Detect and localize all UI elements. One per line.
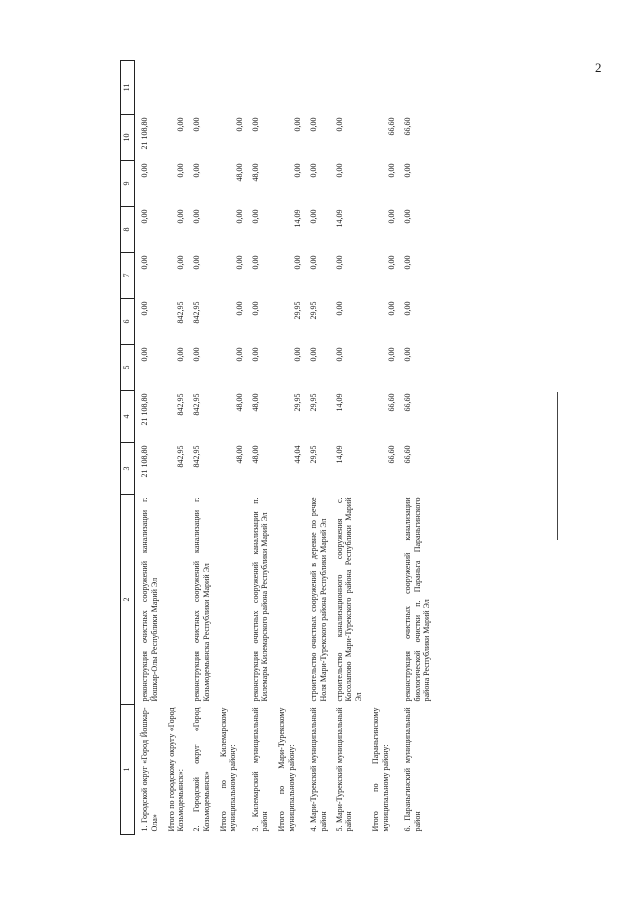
value-cell: 0,00 (140, 163, 149, 178)
value-cell: 21 108,80 (140, 117, 149, 150)
header-cell: 10 (121, 115, 135, 161)
value-cell: 48,00 (234, 393, 244, 412)
value-cell: 0,00 (140, 301, 149, 316)
value-cell: 842,95 (192, 445, 201, 468)
value-cell: 66,60 (387, 117, 396, 136)
territory-cell: Итого по Килемарскому муниципальному району: (218, 707, 238, 832)
value-cell: 842,95 (192, 393, 201, 416)
value-cell: 842,95 (192, 301, 201, 324)
value-cell: 48,00 (234, 163, 244, 182)
value-cell: 842,95 (176, 445, 186, 468)
total-row (365, 61, 398, 835)
value-cell: 21 108,80 (140, 445, 149, 478)
value-cell: 0,00 (176, 117, 186, 132)
value-cell: 48,00 (250, 445, 260, 464)
territory-cell: 3. Килемарский муниципальный район (250, 707, 270, 832)
value-cell: 0,00 (234, 347, 244, 362)
value-cell: 14,09 (334, 393, 344, 412)
value-cell: 14,09 (293, 209, 303, 228)
value-cell: 0,00 (250, 347, 260, 362)
object-cell (213, 495, 246, 705)
value-cell: 0,00 (293, 117, 303, 132)
value-cell: 0,00 (334, 117, 344, 132)
value-cell: 0,00 (250, 117, 260, 132)
territory-cell: 2. Городской округ «Город Козьмодемьянск» (192, 707, 211, 832)
value-cell: 0,00 (309, 209, 318, 224)
value-cell: 29,95 (293, 301, 303, 320)
value-cell: 0,00 (140, 347, 149, 362)
value-cell: 66,60 (402, 393, 412, 412)
territory-cell: Итого по Параньгинскому муниципальному району: (370, 707, 390, 832)
object-cell (161, 495, 188, 705)
value-cell: 0,00 (387, 163, 396, 178)
table-row (246, 61, 272, 835)
table-row (330, 61, 365, 835)
value-cell: 66,60 (387, 393, 396, 412)
object-cell: реконструкция очистных сооружений канализации г. Козьмодемьянска Республики Марий Эл (192, 497, 211, 702)
header-cell: 11 (121, 61, 135, 115)
value-cell: 0,00 (192, 255, 201, 270)
value-cell: 0,00 (192, 209, 201, 224)
total-row (161, 61, 188, 835)
value-cell: 0,00 (140, 209, 149, 224)
total-row (271, 61, 304, 835)
value-cell: 0,00 (234, 301, 244, 316)
value-cell: 0,00 (402, 301, 412, 316)
value-cell: 0,00 (387, 347, 396, 362)
value-cell: 0,00 (140, 255, 149, 270)
value-cell: 29,95 (293, 393, 303, 412)
object-cell: реконструкция очистных сооружений канализации биологической очистки п. Параньга Параньгинского района Республики Марий Эл (402, 497, 432, 702)
header-cell: 1 (121, 705, 135, 835)
header-row (121, 61, 135, 835)
header-cell: 2 (121, 495, 135, 705)
total-row (213, 61, 246, 835)
table-row (187, 61, 213, 835)
value-cell: 14,09 (334, 445, 344, 464)
value-cell: 0,00 (334, 301, 344, 316)
value-cell: 0,00 (293, 347, 303, 362)
value-cell: 66,60 (402, 445, 412, 464)
header-cell: 9 (121, 161, 135, 207)
value-cell: 48,00 (250, 393, 260, 412)
value-cell: 0,00 (402, 163, 412, 178)
territory-cell: Итого по городскому округу «Город Козьмодемьянск»: (166, 707, 186, 832)
value-cell: 0,00 (293, 163, 303, 178)
value-cell: 0,00 (192, 347, 201, 362)
value-cell: 21 108,80 (140, 393, 149, 426)
value-cell: 0,00 (387, 255, 396, 270)
value-cell: 0,00 (176, 255, 186, 270)
value-cell: 29,95 (309, 301, 318, 320)
value-cell: 0,00 (250, 301, 260, 316)
value-cell: 842,95 (176, 393, 186, 416)
object-cell (271, 495, 304, 705)
table-row (135, 61, 161, 835)
object-cell (365, 495, 398, 705)
header-cell: 7 (121, 253, 135, 299)
value-cell: 0,00 (334, 255, 344, 270)
value-cell: 14,09 (334, 209, 344, 228)
value-cell: 0,00 (402, 347, 412, 362)
value-cell: 0,00 (387, 209, 396, 224)
data-table (120, 60, 433, 835)
value-cell: 0,00 (176, 163, 186, 178)
value-cell: 0,00 (192, 163, 201, 178)
value-cell: 29,95 (309, 393, 318, 412)
value-cell: 842,95 (176, 301, 186, 324)
value-cell: 0,00 (234, 209, 244, 224)
value-cell: 0,00 (250, 255, 260, 270)
table-body (121, 61, 434, 835)
value-cell: 0,00 (176, 347, 186, 362)
value-cell: 29,95 (309, 445, 318, 464)
value-cell: 0,00 (309, 117, 318, 132)
value-cell: 44,04 (293, 445, 303, 464)
header-cell: 6 (121, 299, 135, 345)
object-cell: строительство канализационного сооружения с. Косолапово Мари-Турекского района Республики Марий Эл (334, 497, 363, 702)
header-cell: 4 (121, 391, 135, 443)
rotated-table-container (120, 75, 552, 835)
value-cell: 0,00 (334, 347, 344, 362)
value-cell: 0,00 (293, 255, 303, 270)
value-cell: 48,00 (234, 445, 244, 464)
table-row (304, 61, 330, 835)
header-cell: 5 (121, 345, 135, 391)
value-cell: 0,00 (309, 163, 318, 178)
value-cell: 0,00 (402, 209, 412, 224)
margin-line (557, 392, 558, 540)
header-cell: 3 (121, 443, 135, 495)
value-cell: 0,00 (234, 255, 244, 270)
value-cell: 66,60 (402, 117, 412, 136)
value-cell: 0,00 (250, 209, 260, 224)
value-cell: 0,00 (234, 117, 244, 132)
page-number: 2 (595, 60, 602, 75)
territory-cell: 1. Городской округ «Город Йошкар-Ола» (140, 707, 159, 832)
object-cell: реконструкция очистных сооружений канализации г. Йошкар-Олы Республики Марий Эл (140, 497, 159, 702)
territory-cell: Итого по Мари-Турекскому муниципальному району: (277, 707, 296, 832)
object-cell: реконструкция очистных сооружений канализации п. Килемары Килемарского района Республики Марий Эл (250, 497, 270, 702)
header-cell: 8 (121, 207, 135, 253)
territory-cell: 4. Мари-Турекский муниципальный район (309, 707, 328, 832)
value-cell: 0,00 (309, 255, 318, 270)
value-cell: 0,00 (309, 347, 318, 362)
value-cell: 0,00 (334, 163, 344, 178)
value-cell: 0,00 (402, 255, 412, 270)
value-cell: 0,00 (176, 209, 186, 224)
value-cell: 0,00 (192, 117, 201, 132)
value-cell: 48,00 (250, 163, 260, 182)
territory-cell: 5. Мари-Турекский муниципальный район (334, 707, 354, 832)
table-row (398, 61, 433, 835)
value-cell: 0,00 (387, 301, 396, 316)
territory-cell: 6. Параньгинский муниципальный район (402, 707, 422, 832)
value-cell: 66,60 (387, 445, 396, 464)
object-cell: строительство очистных сооружений в деревне по речке Ноля Мари-Турекского района Республики Марий Эл (309, 497, 328, 702)
